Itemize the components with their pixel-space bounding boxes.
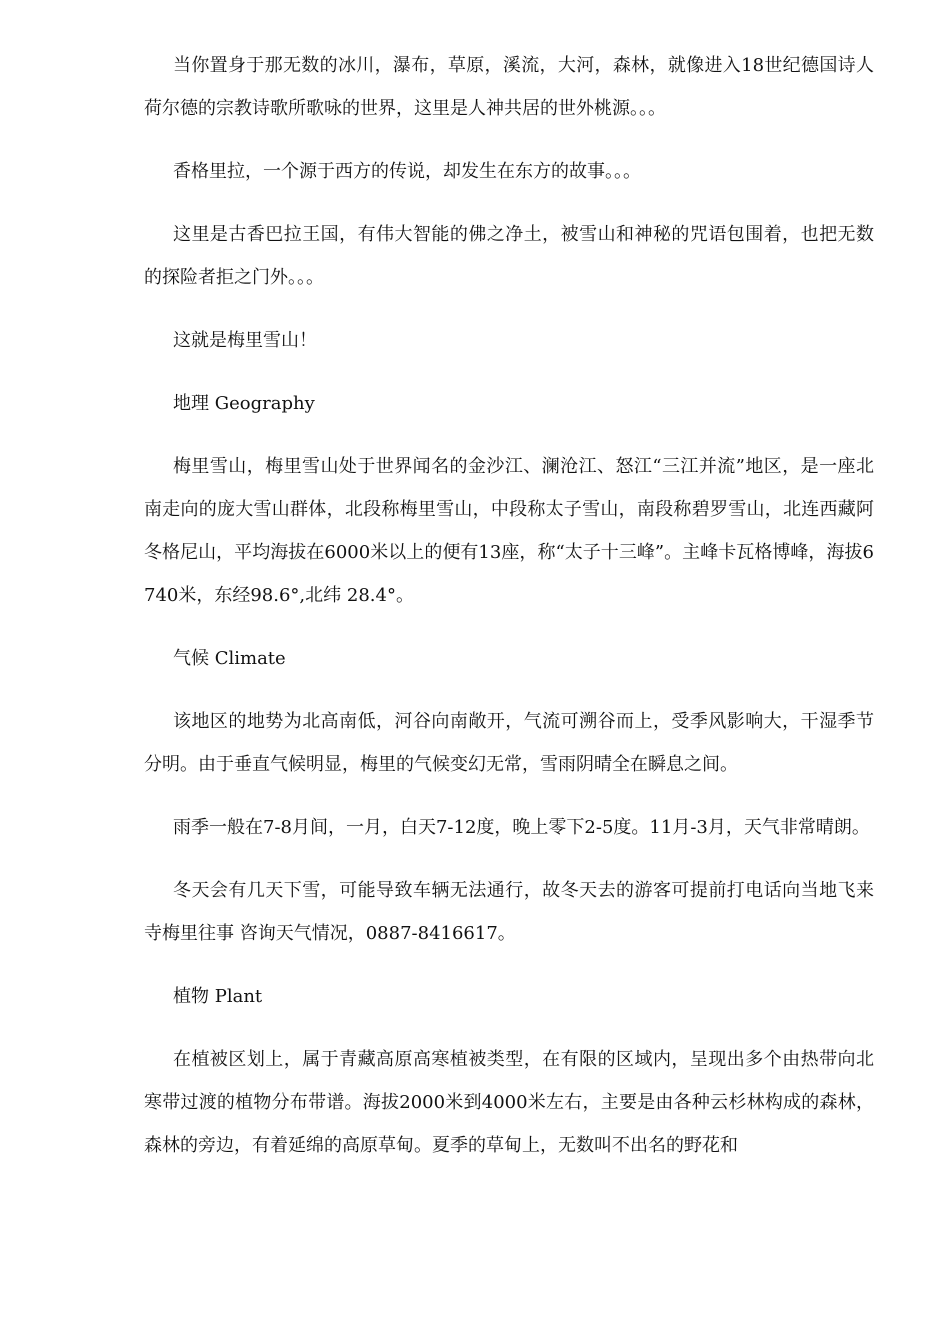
geography-paragraph-1: 梅里雪山，梅里雪山处于世界闻名的金沙江、澜沧江、怒江“三江并流”地区，是一座北南走向的庞大雪山群体，北段称梅里雪山，中段称太子雪山，南段称碧罗雪山，北连西藏阿冬格尼山，平均海拔在6000米以上的便有13座，称“太子十三峰”。主峰卡瓦格博峰，海拔6740米，东经98.6°,北纬 28.4°。	[144, 456, 874, 606]
climate-paragraph-3: 冬天会有几天下雪，可能导致车辆无法通行，故冬天去的游客可提前打电话向当地飞来寺梅里往事 咨询天气情况，0887-8416617。	[144, 880, 874, 944]
document-body	[144, 44, 874, 1187]
section-heading-climate: 气候 Climate	[173, 648, 286, 669]
intro-paragraph-1: 当你置身于那无数的冰川，瀑布，草原，溪流，大河，森林，就像进入18世纪德国诗人荷尔德的宗教诗歌所歌咏的世界，这里是人神共居的世外桃源。。。	[144, 55, 874, 119]
climate-paragraph-2: 雨季一般在7-8月间，一月，白天7-12度，晚上零下2-5度。11月-3月，天气非常晴朗。	[173, 817, 870, 838]
section-heading-geography: 地理 Geography	[173, 393, 315, 414]
intro-paragraph-4: 这就是梅里雪山！	[173, 330, 317, 351]
intro-paragraph-3: 这里是古香巴拉王国，有伟大智能的佛之净土，被雪山和神秘的咒语包围着，也把无数的探险者拒之门外。。。	[144, 224, 874, 288]
plant-paragraph-1: 在植被区划上，属于青藏高原高寒植被类型，在有限的区域内，呈现出多个由热带向北寒带过渡的植物分布带谱。海拔2000米到4000米左右，主要是由各种云杉林构成的森林，森林的旁边，有着延绵的高原草甸。夏季的草甸上，无数叫不出名的野花和	[144, 1049, 874, 1156]
intro-paragraph-2: 香格里拉，一个源于西方的传说，却发生在东方的故事。。。	[173, 161, 641, 182]
climate-paragraph-1: 该地区的地势为北高南低，河谷向南敞开，气流可溯谷而上，受季风影响大，干湿季节分明。由于垂直气候明显，梅里的气候变幻无常，雪雨阴晴全在瞬息之间。	[144, 711, 874, 775]
section-heading-plant: 植物 Plant	[173, 986, 263, 1007]
